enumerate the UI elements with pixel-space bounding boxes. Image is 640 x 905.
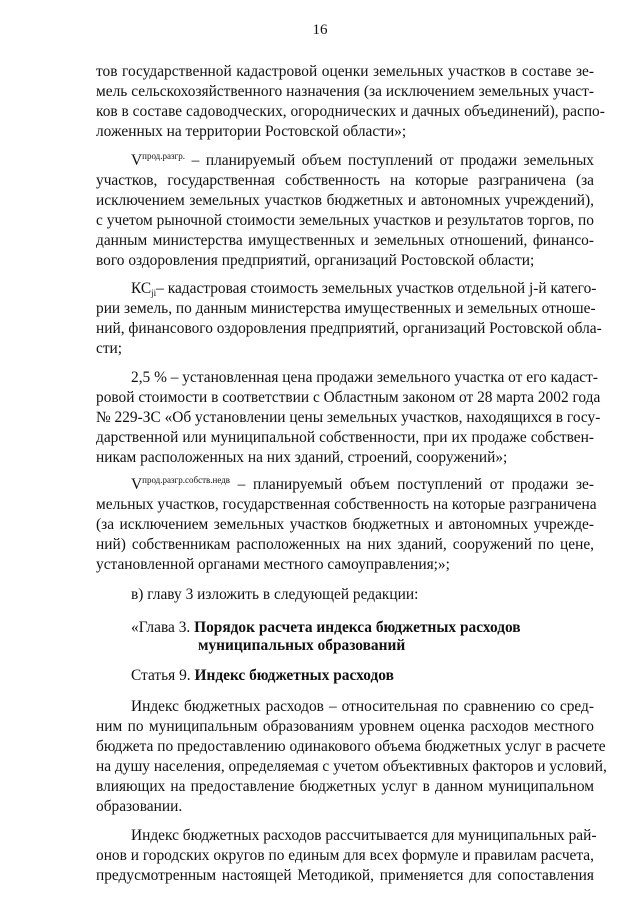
formula-term-line <box>131 151 594 172</box>
text-line: ний) собственникам расположенных на них зданий, сооружений по цене, <box>96 536 594 553</box>
text-line: сти; <box>96 340 123 357</box>
text-line: ровой стоимости в соответствии с Областным законом от 28 марта 2002 года <box>96 389 601 406</box>
formula-superscript: прод.разгр. <box>142 151 186 161</box>
text-line: мель сельскохозяйственного назначения (за исключением земельных участ- <box>96 83 594 100</box>
text-line: – кадастровая стоимость земельных участков отдельной j-й катего- <box>156 280 597 297</box>
paragraph-6: в) главу 3 изложить в следующей редакции: <box>131 586 419 603</box>
article-title: Индекс бюджетных расходов <box>194 667 394 684</box>
text-line: ков в составе садоводческих, огороднических и дачных объединений), распо- <box>96 103 605 120</box>
article-heading <box>131 666 594 686</box>
text-line: Индекс бюджетных расходов рассчитывается для муниципальных рай- <box>131 827 597 844</box>
text-line: установленной органами местного самоуправления;»; <box>96 556 450 573</box>
formula-symbol: КС <box>131 280 152 297</box>
text-line: участков, государственная собственность на которые разграничена (за <box>96 172 594 189</box>
formula-term-line <box>131 475 594 496</box>
text-line: исключением земельных участков бюджетных и автономных учреждений), <box>96 192 594 209</box>
text-line: – планируемый объем поступлений от продажи земельных <box>191 152 594 169</box>
text-line: мельных участков, государственная собственность на которые разграничена <box>96 496 597 513</box>
text-line: предусмотренным настоящей Методикой, применяется для сопоставления <box>96 867 594 884</box>
text-line: образовании. <box>96 798 183 815</box>
text-line: (за исключением земельных участков бюджетных и автономных учрежде- <box>96 516 594 533</box>
formula-superscript: прод.разгр.собств.недв <box>142 475 231 485</box>
chapter-title: Порядок расчета индекса бюджетных расходов <box>194 619 521 636</box>
text-line: рии земель, по данным министерства имущественных и земельных отноше- <box>96 300 596 317</box>
formula-symbol: V <box>131 152 143 169</box>
text-line: – планируемый объем поступлений от продажи зе- <box>237 476 594 493</box>
article-prefix: Статья 9. <box>131 667 191 684</box>
text-line: ний, финансового оздоровления предприятий, организаций Ростовской обла- <box>96 320 602 337</box>
text-line: влияющих на предоставление бюджетных услуг в данном муниципальном <box>96 778 594 795</box>
text-line: Индекс бюджетных расходов – относительная по сравнению со сред- <box>131 698 594 715</box>
text-line: с учетом рыночной стоимости земельных участков и результатов торгов, по <box>96 212 594 229</box>
text-line: данным министерства имущественных и земельных отношений, финансо- <box>96 232 594 249</box>
text-line: на душу населения, определяемая с учетом объективных факторов и условий, <box>96 758 607 775</box>
formula-subscript: jі <box>151 288 157 298</box>
text-line: тов государственной кадастровой оценки земельных участков в составе зе- <box>96 63 594 80</box>
text-line: № 229-ЗС «Об установлении цены земельных участков, находящихся в госу- <box>96 409 601 426</box>
text-line: вого оздоровления предприятий, организаций Ростовской области; <box>96 252 535 269</box>
chapter-heading-line-1 <box>131 618 594 638</box>
text-line: бюджета по предоставлению одинакового объема бюджетных услуг в расчете <box>96 738 606 755</box>
text-line: ним по муниципальным образованиям уровнем оценка расходов местного <box>96 718 594 735</box>
formula-term-line <box>131 279 597 300</box>
page-number: 16 <box>312 22 328 38</box>
text-line: ложенных на территории Ростовской области»; <box>96 123 407 140</box>
chapter-prefix: «Глава 3. <box>131 619 191 636</box>
text-line: дарственной или муниципальной собственности, при их продаже собствен- <box>96 429 594 446</box>
formula-symbol: V <box>131 476 143 493</box>
text-line: 2,5 % – установленная цена продажи земельного участка от его кадаст- <box>131 369 598 386</box>
text-line: никам расположенных на них зданий, строений, сооружений»; <box>96 449 508 466</box>
chapter-heading-line-2: муниципальных образований <box>198 637 406 654</box>
text-line: онов и городских округов по единым для всех формуле и правилам расчета, <box>96 847 594 864</box>
